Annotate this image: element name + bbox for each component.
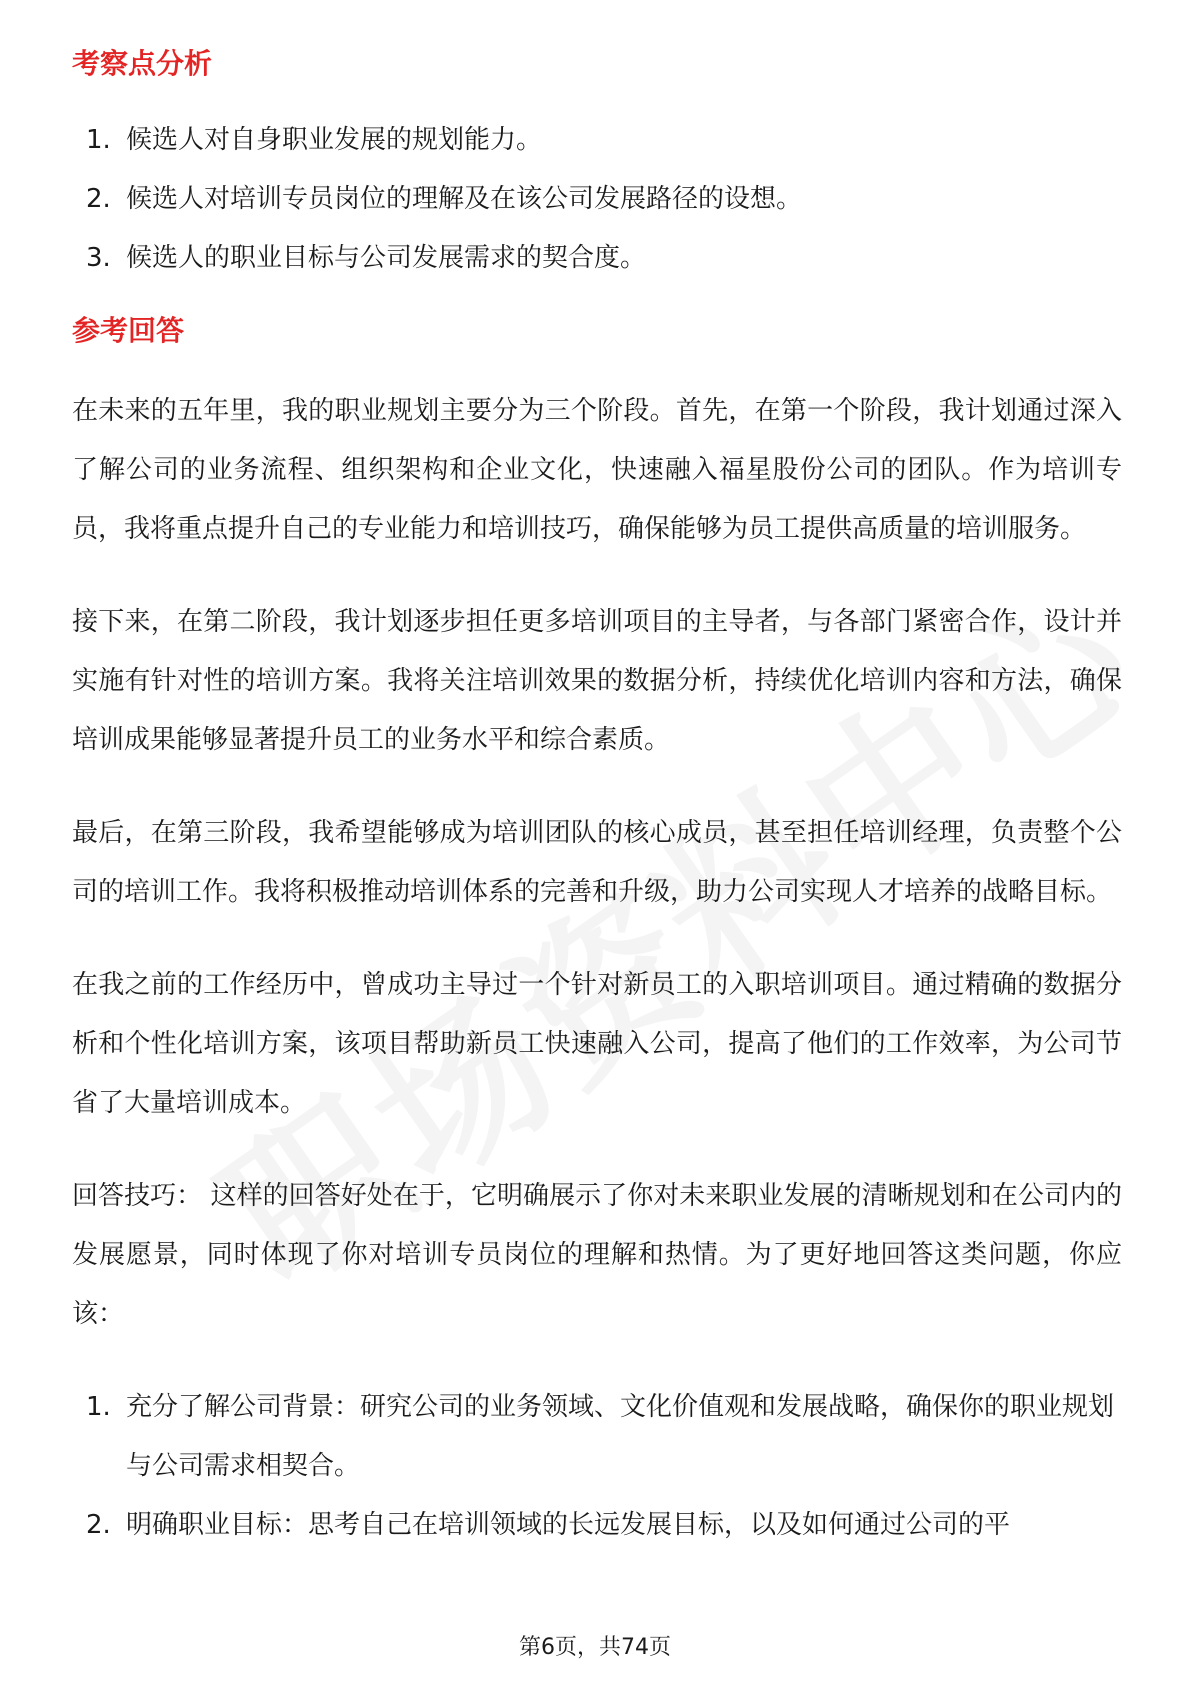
answer-paragraph-2: 接下来，在第二阶段，我计划逐步担任更多培训项目的主导者，与各部门紧密合作，设计并实施有针对性的培训方案。我将关注培训效果的数据分析，持续优化培训内容和方法，确保培训成果能够显著提升员工的业务水平和综合素质。 xyxy=(72,607,1122,755)
answer-paragraph-4: 在我之前的工作经历中，曾成功主导过一个针对新员工的入职培训项目。通过精确的数据分析和个性化培训方案，该项目帮助新员工快速融入公司，提高了他们的工作效率，为公司节省了大量培训成本。 xyxy=(72,970,1122,1118)
list-item xyxy=(72,170,1122,229)
list-text: 候选人对培训专员岗位的理解及在该公司发展路径的设想。 xyxy=(126,184,803,214)
list-number: 3. xyxy=(86,243,111,273)
list-number: 2. xyxy=(86,184,111,214)
list-item xyxy=(72,1378,1122,1496)
page-footer: 第6页，共74页 xyxy=(519,1635,671,1660)
answer-paragraph-3: 最后，在第三阶段，我希望能够成为培训团队的核心成员，甚至担任培训经理，负责整个公司的培训工作。我将积极推动培训体系的完善和升级，助力公司实现人才培养的战略目标。 xyxy=(72,818,1122,907)
answer-paragraph-1: 在未来的五年里，我的职业规划主要分为三个阶段。首先，在第一个阶段，我计划通过深入了解公司的业务流程、组织架构和企业文化，快速融入福星股份公司的团队。作为培训专员，我将重点提升自己的专业能力和培训技巧，确保能够为员工提供高质量的培训服务。 xyxy=(72,396,1122,544)
list-text: 充分了解公司背景：研究公司的业务领域、文化价值观和发展战略，确保你的职业规划与公司需求相契合。 xyxy=(126,1392,1115,1481)
list-text: 明确职业目标：思考自己在培训领域的长远发展目标，以及如何通过公司的平 xyxy=(126,1510,1011,1540)
list-text: 候选人对自身职业发展的规划能力。 xyxy=(126,125,543,155)
list-item xyxy=(72,111,1122,170)
list-number: 1. xyxy=(86,125,111,155)
list-number: 2. xyxy=(86,1510,111,1540)
list-number: 1. xyxy=(86,1392,111,1422)
list-item xyxy=(72,229,1122,288)
tips-list xyxy=(72,1378,1122,1555)
heading-analysis: 考察点分析 xyxy=(72,47,213,80)
document-body xyxy=(72,44,1122,1555)
list-item xyxy=(72,1496,1122,1555)
list-text: 候选人的职业目标与公司发展需求的契合度。 xyxy=(126,243,647,273)
analysis-list xyxy=(72,111,1122,288)
heading-reference-answer: 参考回答 xyxy=(72,314,185,347)
answer-tips-intro: 回答技巧： 这样的回答好处在于，它明确展示了你对未来职业发展的清晰规划和在公司内的发展愿景，同时体现了你对培训专员岗位的理解和热情。为了更好地回答这类问题，你应该： xyxy=(72,1181,1122,1329)
